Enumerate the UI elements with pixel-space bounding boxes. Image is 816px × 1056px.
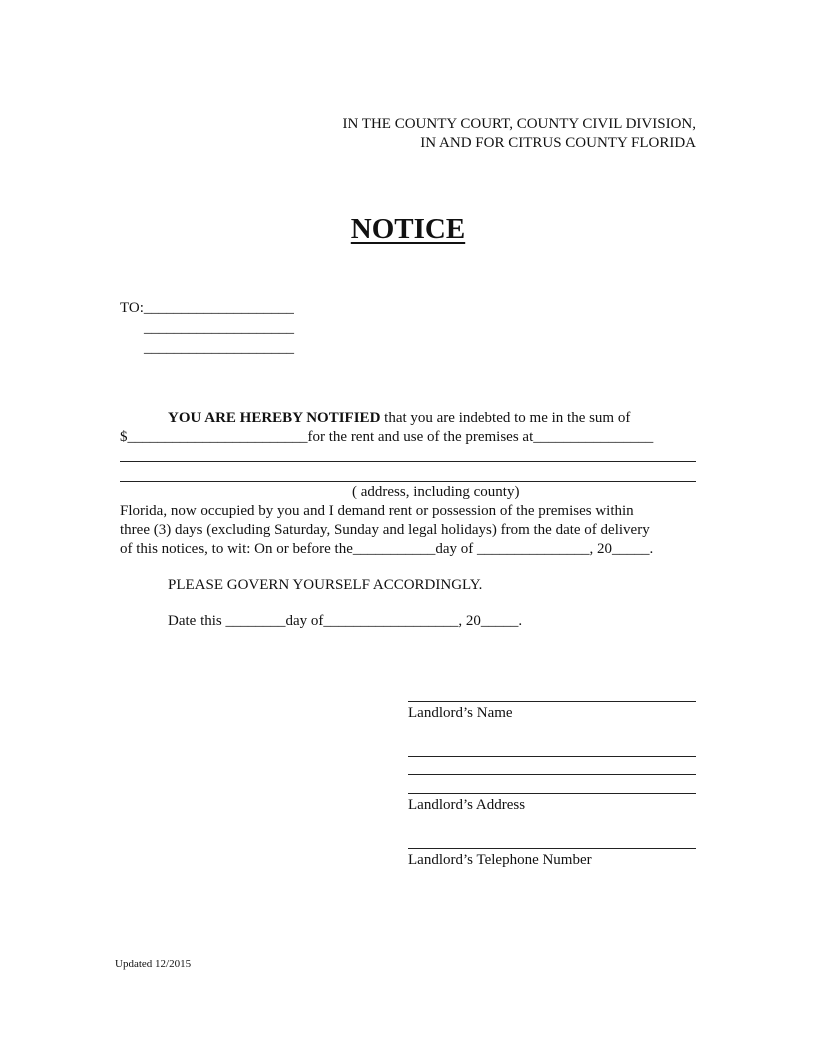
- page-title: NOTICE: [350, 213, 466, 245]
- address-rule-2: [120, 481, 696, 482]
- date-line-c: , 20: [458, 613, 481, 629]
- landlord-name-rule: [408, 701, 696, 702]
- amount-blank: ________________________: [127, 429, 308, 445]
- date-line: [168, 612, 522, 630]
- date-line-b: day of: [285, 613, 324, 629]
- to-blank-3: ____________________: [144, 340, 294, 356]
- landlord-address-rule-2: [408, 774, 696, 775]
- address-rule-1: [120, 461, 696, 462]
- deadline-month-blank: _______________: [477, 541, 590, 557]
- to-blank-1: ____________________: [143, 300, 294, 316]
- notice-line-5: three (3) days (excluding Saturday, Sunday and legal holidays) from the date of delivery: [120, 522, 650, 538]
- court-header-line2: IN AND FOR CITRUS COUNTY FLORIDA: [420, 135, 696, 151]
- dollar-sign: $: [120, 429, 128, 445]
- notice-line-2-mid: for the rent and use of the premises at: [307, 429, 534, 445]
- deadline-year-blank: _____: [612, 541, 650, 557]
- landlord-name-label: Landlord’s Name: [408, 705, 513, 721]
- landlord-address-label: Landlord’s Address: [408, 797, 526, 813]
- notified-lead: YOU ARE HEREBY NOTIFIED: [168, 410, 381, 426]
- notice-line-2: [120, 428, 653, 446]
- date-line-a: Date this: [168, 613, 226, 629]
- date-day-blank: ________: [225, 613, 286, 629]
- notice-line-6-c: , 20: [589, 541, 613, 557]
- court-header-line1: IN THE COUNTY COURT, COUNTY CIVIL DIVISION,: [342, 116, 696, 132]
- date-year-blank: _____: [480, 613, 519, 629]
- premises-blank: ________________: [533, 429, 654, 445]
- landlord-phone-rule: [408, 848, 696, 849]
- notice-line-6-a: of this notices, to wit: On or before the: [120, 541, 353, 557]
- to-blank-2: ____________________: [144, 320, 294, 336]
- notice-line-6: [120, 540, 653, 558]
- updated-footer: Updated 12/2015: [115, 958, 192, 970]
- to-line: [120, 299, 294, 317]
- deadline-day-blank: ___________: [352, 541, 436, 557]
- date-line-d: .: [518, 613, 523, 629]
- address-caption: ( address, including county): [352, 484, 520, 500]
- notice-line-6-b: day of: [435, 541, 478, 557]
- notice-line-1: [168, 409, 630, 427]
- notice-line-1-rest: that you are indebted to me in the sum of: [380, 410, 631, 426]
- to-label: TO:: [120, 300, 144, 316]
- notice-line-6-d: .: [649, 541, 654, 557]
- notice-line-4: Florida, now occupied by you and I demand rent or possession of the premises within: [120, 503, 634, 519]
- landlord-phone-label: Landlord’s Telephone Number: [408, 852, 592, 868]
- landlord-address-rule-1: [408, 756, 696, 757]
- govern-statement: PLEASE GOVERN YOURSELF ACCORDINGLY.: [168, 577, 483, 593]
- landlord-address-rule-3: [408, 793, 696, 794]
- date-month-blank: __________________: [323, 613, 459, 629]
